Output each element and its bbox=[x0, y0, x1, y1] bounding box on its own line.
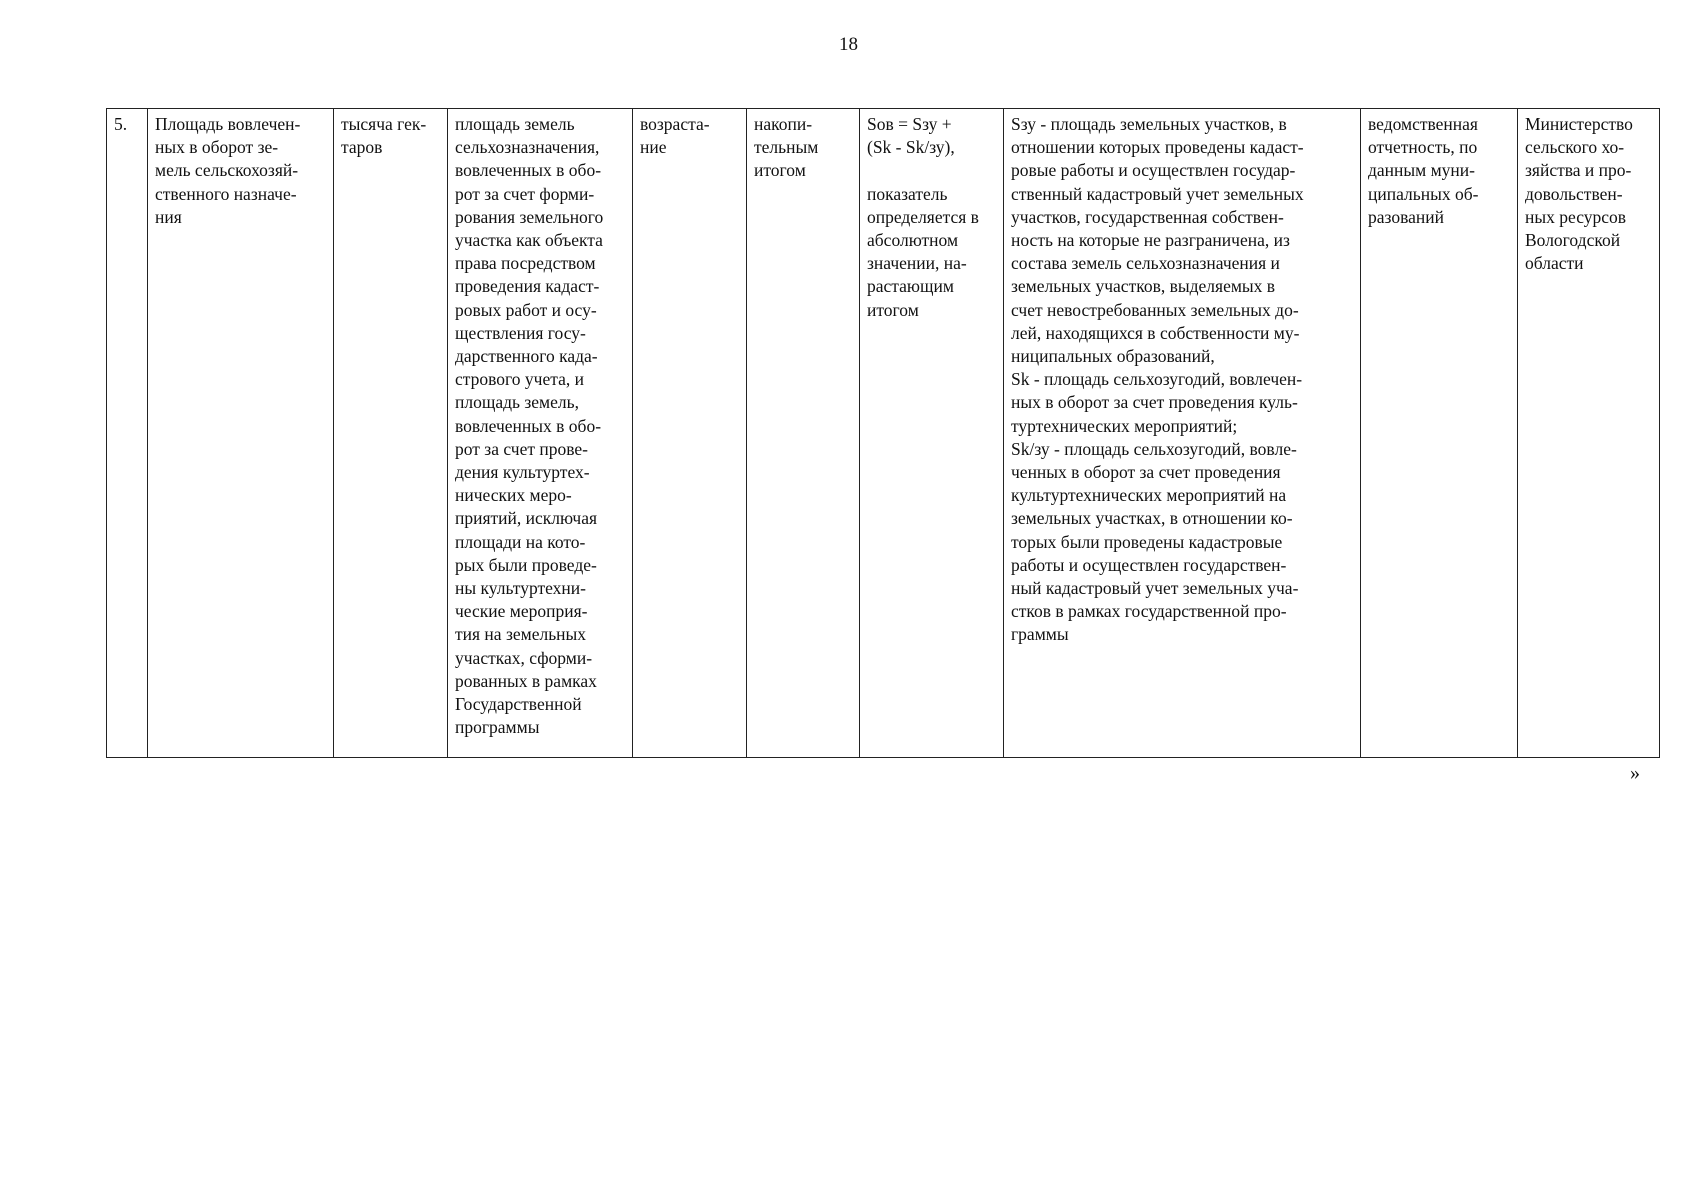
formula-cell: Sов = Sзу + (Sk - Sk/зу), показатель определяется в абсолютном значении, на- растающим итогом bbox=[860, 109, 1004, 758]
indicator-table bbox=[106, 108, 1660, 758]
closing-quote: » bbox=[1630, 762, 1640, 784]
page-number: 18 bbox=[839, 34, 858, 55]
dynamics-cell: возраста- ние bbox=[633, 109, 747, 758]
table-row bbox=[107, 109, 1660, 758]
indicator-name-cell: Площадь вовлечен- ных в оборот зе- мель сельскохозяй- ственного назначе- ния bbox=[148, 109, 334, 758]
variables-cell: Sзу - площадь земельных участков, в отношении которых проведены кадаст- ровые работы и осуществлен государ- ственный кадастровый учет земельных участков, государственная собствен- ность на которые не разграничена, из состава земель сельхозназначения и земельных участков, выделяемых в счет невостребованных земельных до- лей, находящихся в собственности му- ниципальных образований, Sk - площадь сельхозугодий, вовлечен- ных в оборот за счет проведения куль- туртехнических мероприятий; Sk/зу - площадь сельхозугодий, вовле- ченных в оборот за счет проведения культуртехнических мероприятий на земельных участках, в отношении ко- торых были проведены кадастровые работы и осуществлен государствен- ный кадастровый учет земельных уча- стков в рамках государственной про- граммы bbox=[1004, 109, 1361, 758]
definition-cell: площадь земель сельхозназначения, вовлеченных в обо- рот за счет форми- рования земельного участка как объекта права посредством проведения кадаст- ровых работ и осу- ществления госу- дарственного када- стрового учета, и площадь земель, вовлеченных в обо- рот за счет прове- дения культуртех- нических меро- приятий, исключая площади на кото- рых были проведе- ны культуртехни- ческие мероприя- тия на земельных участках, сформи- рованных в рамках Государственной программы bbox=[448, 109, 633, 758]
data-source-cell: ведомственная отчетность, по данным муни- ципальных об- разований bbox=[1361, 109, 1518, 758]
method-cell: накопи- тельным итогом bbox=[747, 109, 860, 758]
unit-cell: тысяча гек- таров bbox=[334, 109, 448, 758]
responsible-cell: Министерство сельского хо- зяйства и про- довольствен- ных ресурсов Вологодской области bbox=[1518, 109, 1660, 758]
row-number-cell: 5. bbox=[107, 109, 148, 758]
